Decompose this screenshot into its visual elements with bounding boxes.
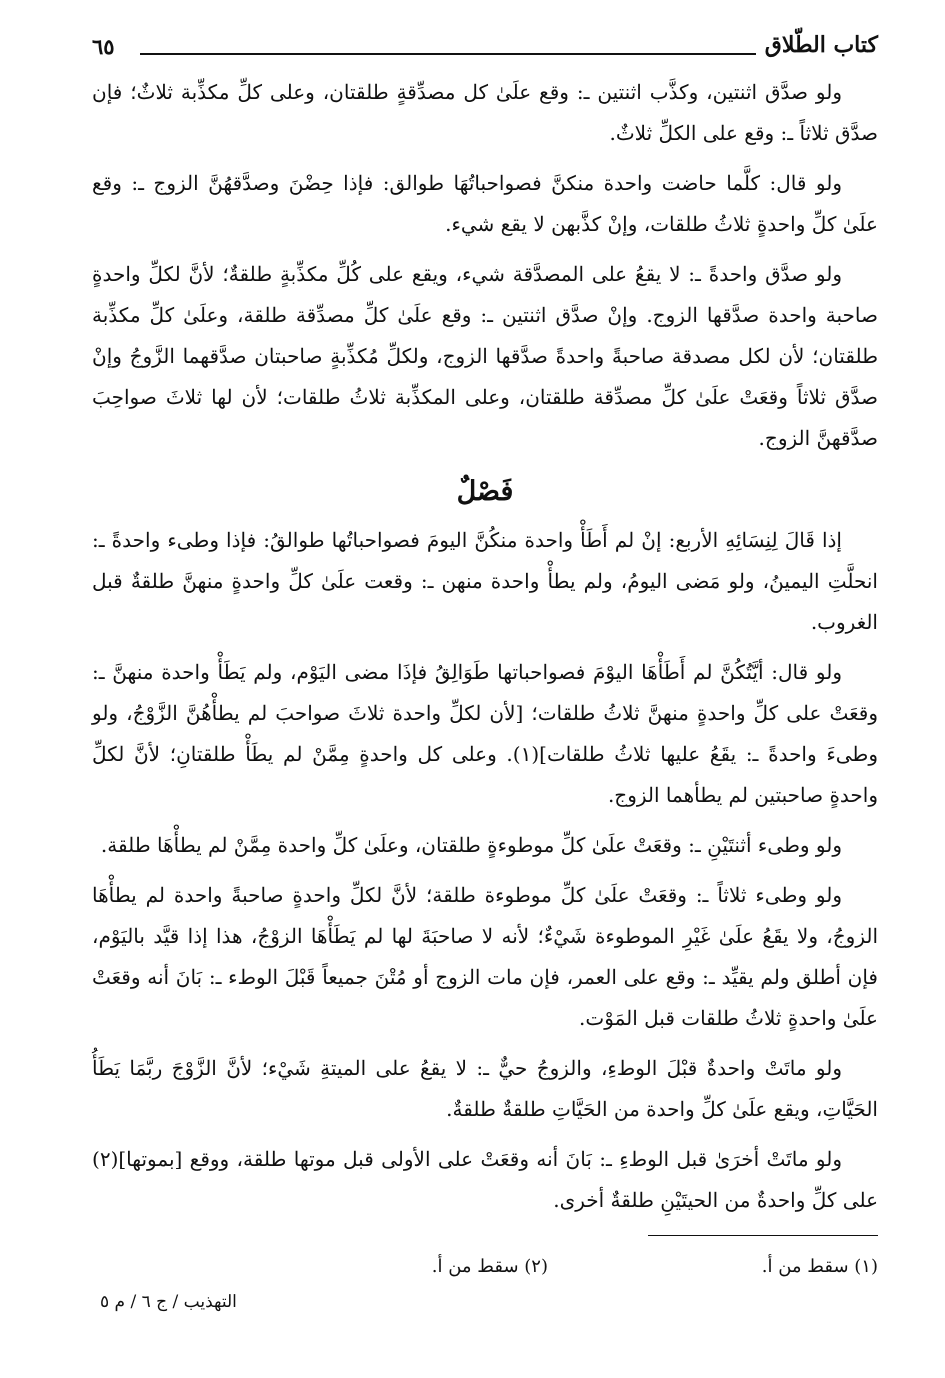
header-rule — [140, 53, 756, 55]
book-title: كتاب الطّلاق — [764, 32, 878, 58]
footnote-2: (٢) سقط من أ. — [431, 1256, 548, 1277]
printer-signature: التهذيب / ج ٦ / م ٥ — [100, 1292, 237, 1312]
paragraph: إذا قَالَ لِنِسَائِهِ الأربع: إنْ لم أَطَأْ واحدة منكُنَّ اليومَ فصواحباتُها طوالقُ: فإذا وطىء واحدةً ـ: انحلَّتِ اليمينُ، ولو مَضى اليومُ، ولم يطأْ واحدة منهن ـ: وقعت علَىٰ كلِّ واحدةٍ منهنَّ طلقةٌ قبل الغروب. — [92, 528, 878, 634]
paragraph: ولو وطىء أثنتَيْنِ ـ: وقعَتْ علَىٰ كلِّ موطوءةٍ طلقتان، وعلَىٰ كلِّ واحدة مِمَّنْ لم يطأْهَا طلقة. — [100, 833, 842, 857]
paragraph: ولو ماتَتْ أخرَىٰ قبل الوطءِ ـ: بَانَ أنه وقعَتْ على الأولى قبل موتها طلقة، ووقع [بموتها](٢) على كلِّ واحدةٌ من الحيتَيْنِ طلقةٌ أخرى. — [92, 1147, 878, 1212]
body-text-after-heading — [92, 520, 878, 1221]
page-number: ٦٥ — [92, 34, 115, 59]
paragraph: ولو قال: أيَّتُكُنَّ لم أَطَأْهَا اليوْمَ فصواحباتها طَوَالِقُ فإذَا مضى اليَوْم، ولم يَطَأْ واحدة منهنَّ ـ: وقعَتْ على كلِّ واحدةٍ منهنَّ ثلاثُ طلقات؛ [لأن لكلِّ واحدة ثلاثَ صواحبَ لم يطأْهُنَّ الزَّوْجُ، ولو وطىءَ واحدةً ـ: يقَعُ عليها ثلاثُ طلقات](١). وعلى كل واحدةٍ مِمَّنْ لم يطَأْ طلقتانِ؛ لأنَّ لكلِّ واحدةٍ صاحبتين لم يطأهما الزوج. — [92, 660, 878, 807]
paragraph: ولو صدَّق اثنتين، وكذَّب اثنتين ـ: وقع علَىٰ كل مصدِّقةٍ طلقتان، وعلى كلِّ مكذِّبة ثلاثٌ؛ فإن صدَّق ثلاثاً ـ: وقع على الكلِّ ثلاثٌ. — [92, 80, 878, 145]
paragraph: ولو وطىء ثلاثاً ـ: وقعَتْ علَىٰ كلِّ موطوءة طلقة؛ لأنَّ لكلِّ واحدةٍ صاحبةً واحدة لم يطأْهَا الزوجُ، ولا يقَعُ علَىٰ غَيْرِ الموطوءة شَيْءٌ؛ لأنه لا صاحبَةَ لها لم يَطَأْهَا الزوْجُ، هذا إذا قيَّد باليَوْم، فإن أطلق ولم يقيِّد ـ: وقع على العمر، فإن مات الزوج أو مُتْنَ جميعاً قَبْلَ الوطء ـ: بَانَ أنه وقعَتْ علَىٰ واحدةٍ ثلاثُ طلقات قبل المَوْت. — [92, 883, 878, 1030]
section-heading: فَصْلٌ — [456, 476, 514, 507]
body-text-before-heading — [92, 72, 878, 459]
paragraph: ولو ماتَتْ واحدةٌ قبْلَ الوطءِ، والزوجُ حيٌّ ـ: لا يقعُ على الميتةِ شَيْء؛ لأنَّ الزَّوْجَ ربَّمَا يَطَأُ الحَيَّاتِ، ويقع علَىٰ كلِّ واحدة من الحَيَّاتِ طلقةٌ طلقةٌ. — [92, 1056, 878, 1121]
footnotes — [92, 1252, 878, 1282]
footnote-1: (١) سقط من أ. — [761, 1256, 878, 1277]
document-page — [92, 28, 878, 1312]
page-header — [92, 28, 878, 72]
paragraph: ولو قال: كلَّما حاضت واحدة منكنَّ فصواحباتُهَا طوالق: فإذا حِضْنَ وصدَّقهُنَّ الزوج ـ: وقع علَىٰ كلِّ واحدةٍ ثلاثُ طلقات، وإنْ كذَّبهن لا يقع شيء. — [92, 171, 878, 236]
paragraph: ولو صدَّق واحدةً ـ: لا يقعُ على المصدَّقة شيء، ويقع على كُلِّ مكذِّبةٍ طلقةٌ؛ لأنَّ لكلِّ واحدةٍ صاحبة واحدة صدَّقها الزوج. وإنْ صدَّق اثنتين ـ: وقع علَىٰ كلِّ مصدِّقة طلقة، وعلَىٰ كلِّ مكذِّبة طلقتان؛ لأن لكل مصدقة صاحبةً واحدةً صدَّقها الزوج، ولكلِّ مُكذِّبةٍ صاحبتان صدَّقهما الزَّوجُ وإنْ صدَّق ثلاثاً وقعَتْ علَىٰ كلِّ مصدِّقة طلقتان، وعلى المكذِّبة ثلاثُ طلقات؛ لأن لها ثلاثَ صواحِبَ صدَّقهنَّ الزوج. — [92, 262, 878, 450]
footnote-separator — [648, 1235, 878, 1236]
